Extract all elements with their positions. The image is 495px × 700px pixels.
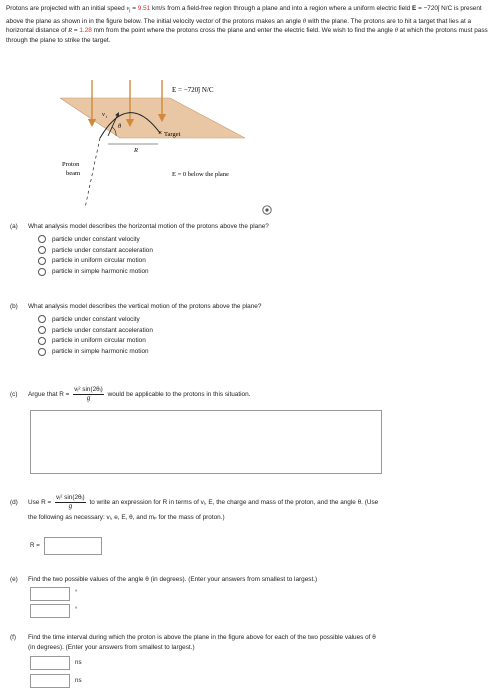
fraction-denominator: g	[86, 395, 91, 402]
question-label: (a)	[10, 223, 18, 230]
radio-button[interactable]	[38, 257, 46, 265]
question-label: (b)	[10, 303, 18, 310]
option-label: particle under constant acceleration	[52, 246, 153, 254]
theta-label: θ	[118, 123, 122, 130]
option-label: particle under constant acceleration	[52, 326, 153, 334]
theta-symbol-2: θ	[394, 27, 398, 35]
proton-beam	[85, 138, 100, 208]
radio-button[interactable]	[38, 348, 46, 356]
vi-subscript: i	[129, 8, 131, 15]
beam-label-1: Proton	[62, 161, 80, 168]
question-text: Argue that R =	[28, 391, 72, 399]
beam-label-2: beam	[66, 170, 81, 177]
theta-symbol: θ	[302, 17, 307, 25]
option[interactable]	[38, 314, 480, 325]
speed-eq: =	[130, 5, 138, 12]
angle-input-1[interactable]	[30, 587, 70, 601]
question-a	[10, 222, 480, 277]
question-text-tail: would be applicable to the protons in this situation.	[105, 391, 251, 399]
radio-button[interactable]	[38, 326, 46, 334]
degree-unit: °	[75, 606, 78, 613]
ns-unit: ns	[75, 677, 82, 684]
question-label: (d)	[10, 499, 18, 507]
vi-sub-label: i	[106, 114, 108, 119]
vi-label: v	[102, 111, 105, 118]
option[interactable]	[38, 234, 480, 245]
ns-unit: ns	[75, 659, 82, 666]
option-label: particle in uniform circular motion	[52, 337, 146, 345]
question-label: (e)	[10, 576, 18, 583]
question-text: Use R =	[28, 499, 54, 507]
intro-text-2: km/s from a field-free region through a plane and into a region where a uniform electric field	[150, 5, 413, 12]
question-e	[10, 575, 480, 584]
radio-button[interactable]	[38, 315, 46, 323]
option[interactable]	[38, 346, 480, 357]
intro-text-3: ĵ N/C is present above the plane as shown in in the figure below. The initial velocity vector of the protons makes an angle	[6, 5, 482, 25]
degree-unit: °	[75, 589, 78, 596]
option-label: particle in uniform circular motion	[52, 257, 146, 265]
intro-text-6: at which the protons must pass through the plane to strike the target.	[6, 27, 488, 45]
target-label: Target	[164, 131, 181, 138]
field-symbol: E	[412, 5, 417, 12]
radio-button[interactable]	[38, 246, 46, 254]
question-text: Find the two possible values of the angle θ (in degrees). (Enter your answers from smallest to largest.)	[28, 576, 318, 583]
fraction-numerator: vᵢ² sin(2θᵢ)	[56, 494, 85, 501]
intro-text-5: mm from the point where the protons cross the plane and enter the electric field. We wish to find the angle	[91, 27, 395, 35]
question-f	[10, 633, 480, 652]
option[interactable]	[38, 245, 480, 256]
R-symbol: R	[68, 27, 73, 35]
option[interactable]	[38, 256, 480, 267]
time-input-1[interactable]	[30, 656, 70, 670]
question-text: Find the time interval during which the proton is above the plane in the figure above for each of the two possible values of θ	[28, 634, 376, 641]
question-b	[10, 302, 480, 357]
options-a	[38, 234, 480, 277]
option-label: particle in simple harmonic motion	[52, 348, 149, 356]
question-text-tail: to write an expression for R in terms of vᵢ, E, the charge and mass of the proton, and the angle θ. (Use	[87, 499, 379, 507]
question-text: What analysis model describes the vertical motion of the protons above the plane?	[28, 303, 262, 310]
question-label: (c)	[10, 391, 18, 399]
option[interactable]	[38, 325, 480, 336]
problem-statement	[6, 4, 490, 46]
vi-symbol: v	[126, 5, 130, 12]
options-b	[38, 314, 480, 357]
plane	[60, 98, 245, 138]
help-icon[interactable]	[262, 205, 272, 215]
question-text-line2: (in degrees). (Enter your answers from smallest to largest.)	[28, 644, 195, 651]
speed-value: 9.51	[137, 5, 151, 12]
answer-label: R =	[30, 542, 40, 549]
option[interactable]	[38, 336, 480, 347]
fraction-denominator: g	[68, 503, 73, 510]
fraction-numerator: vᵢ² sin(2θᵢ)	[74, 386, 103, 393]
distance-value: 1.28	[79, 27, 92, 35]
radio-button[interactable]	[38, 235, 46, 243]
field-below-label: E = 0 below the plane	[172, 171, 229, 178]
intro-text-1: Protons are projected with an initial speed	[6, 5, 127, 12]
R-expression-input[interactable]	[44, 537, 102, 555]
argument-textarea[interactable]	[30, 410, 382, 474]
option[interactable]	[38, 266, 480, 277]
time-input-2[interactable]	[30, 674, 70, 688]
option-label: particle under constant velocity	[52, 315, 140, 323]
intro-text-4: with the plane. The protons are to hit a target that lies at a horizontal distance of	[6, 17, 472, 35]
field-above-label: E = −720ĵ N/C	[172, 86, 214, 94]
equation-fraction	[55, 494, 86, 511]
angle-input-2[interactable]	[30, 604, 70, 618]
option-label: particle under constant velocity	[52, 235, 140, 243]
question-d	[10, 494, 480, 522]
question-text-line2: the following as necessary: vᵢ, e, E, θ, and mₚ for the mass of proton.)	[28, 514, 225, 521]
equation-fraction	[73, 386, 104, 403]
question-text: What analysis model describes the horizontal motion of the protons above the plane?	[28, 223, 269, 230]
question-label: (f)	[10, 634, 17, 641]
question-c	[10, 386, 480, 403]
physics-figure	[60, 78, 290, 218]
R-label: R	[134, 147, 138, 154]
target-mark: ×	[158, 130, 163, 137]
radio-button[interactable]	[38, 337, 46, 345]
option-label: particle in simple harmonic motion	[52, 268, 149, 276]
radio-button[interactable]	[38, 268, 46, 276]
R-eq: =	[72, 27, 80, 35]
field-eq: = −720	[416, 5, 438, 12]
